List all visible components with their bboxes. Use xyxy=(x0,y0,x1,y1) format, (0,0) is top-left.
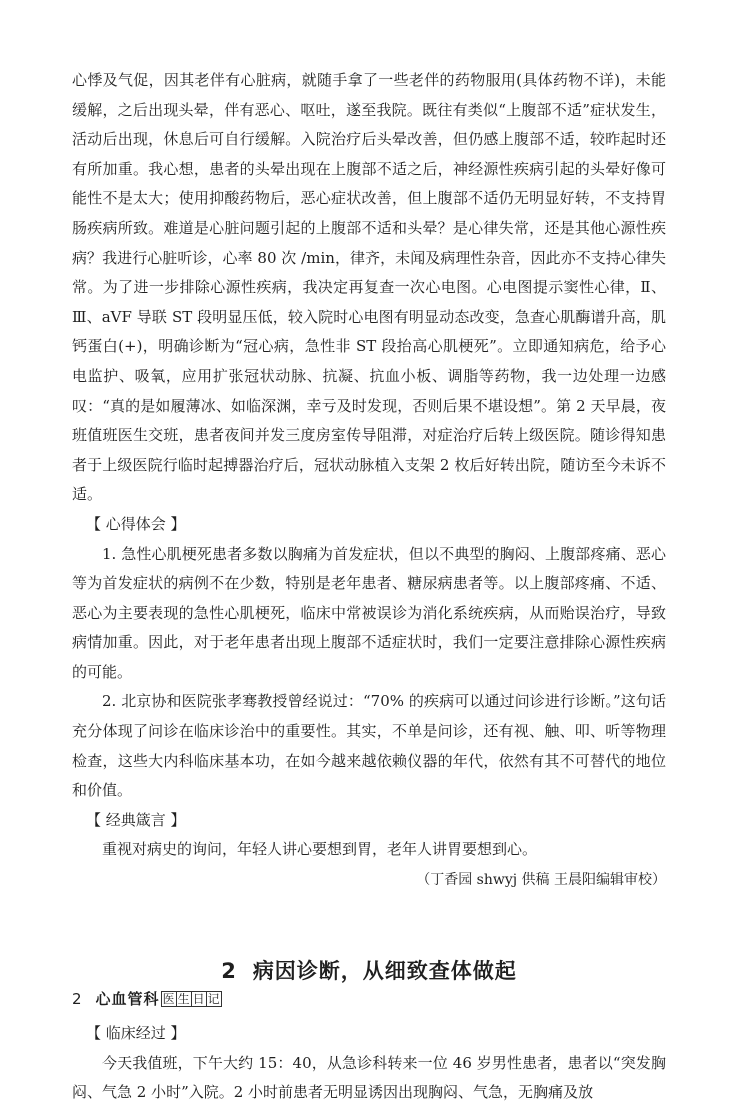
maxim-text: 重视对病史的询问，年轻人讲心要想到胃，老年人讲胃要想到心。 xyxy=(102,840,538,859)
experience-point-2: 2. 北京协和医院张孝骞教授曾经说过：“70% 的疾病可以通过问诊进行诊断。”这句话充分体现了问诊在临床诊治中的重要性。其实，不单是问诊，还有视、触、叩、听等物理检查，这些大内科临床基本功，在如今越来越依赖仪器的年代，依然有其不可替代的地位和价值。 xyxy=(72,692,666,800)
heading-maxim: 【 经典箴言 】 xyxy=(86,810,186,829)
experience-point-1: 1. 急性心肌梗死患者多数以胸痛为首发症状，但以不典型的胸闷、上腹部疼痛、恶心等为首发症状的病例不在少数，特别是老年患者、糖尿病患者等。以上腹部疼痛、不适、恶心为主要表现的急性心肌梗死，临床中常被误诊为消化系统疾病，从而贻误治疗，导致病情加重。因此，对于老年患者出现上腹部不适症状时，我们一定要注意排除心源性疾病的可能。 xyxy=(72,544,666,681)
heading-clinical: 【 临床经过 】 xyxy=(86,1024,186,1043)
clinical-text: 今天我值班，下午大约 15：40，从急诊科转来一位 46 岁男性患者，患者以“突发胸闷、气急 2 小时”入院。2 小时前患者无明显诱因出现胸闷、气急，无胸痛及放 xyxy=(72,1053,666,1102)
heading-experience: 【 心得体会 】 xyxy=(86,514,186,533)
page-number: 2 xyxy=(72,989,82,1008)
signature-line: （丁香园 shwyj 供稿 王晨阳编辑审校） xyxy=(416,872,666,889)
page-body xyxy=(72,66,666,1108)
section-number: 2 xyxy=(221,959,237,984)
section-title-text: 病因诊断，从细致查体做起 xyxy=(252,959,517,984)
page-footer xyxy=(72,988,222,1009)
subtitle-char: 记 xyxy=(207,991,220,1006)
subtitle-char: 日 xyxy=(192,991,205,1006)
case-paragraph: 心悸及气促，因其老伴有心脏病，就随手拿了一些老伴的药物服用(具体药物不详)，未能缓解，之后出现头晕，伴有恶心、呕吐，遂至我院。既往有类似“上腹部不适”症状发生，活动后出现，休息后可自行缓解。入院治疗后头晕改善，但仍感上腹部不适，较昨起时还有所加重。我心想，患者的头晕出现在上腹部不适之后，神经源性疾病引起的头晕好像可能性不是太大；使用抑酸药物后，恶心症状改善，但上腹部不适仍无明显好转，不支持胃肠疾病所致。难道是心脏问题引起的上腹部不适和头晕？是心律失常，还是其他心源性疾病？我进行心脏听诊，心率 80 次 /min，律齐，未闻及病理性杂音，因此亦不支持心律失常。为了进一步排除心源性疾病，我决定再复查一次心电图。心电图提示窦性心律，Ⅱ、Ⅲ、aVF 导联 ST 段明显压低，较入院时心电图有明显动态改变，急查心肌酶谱升高，肌钙蛋白(+)，明确诊断为“冠心病，急性非 ST 段抬高心肌梗死”。立即通知病危，给予心电监护、吸氧，应用扩张冠状动脉、抗凝、抗血小板、调脂等药物，我一边处理一边感叹：“真的是如履薄冰、如临深渊，幸亏及时发现，否则后果不堪设想”。第 2 天早晨，夜班值班医生交班，患者夜间并发三度房室传导阻滞，对症治疗后转上级医院。随诊得知患者于上级医院行临时起搏器治疗后，冠状动脉植入支架 2 枚后好转出院，随访至今未诉不适。 xyxy=(72,71,666,504)
book-subtitle xyxy=(162,991,222,1007)
book-title: 心血管科 xyxy=(95,990,160,1008)
subtitle-char: 医 xyxy=(162,991,175,1006)
section-title xyxy=(72,955,666,985)
subtitle-char: 生 xyxy=(177,991,190,1006)
